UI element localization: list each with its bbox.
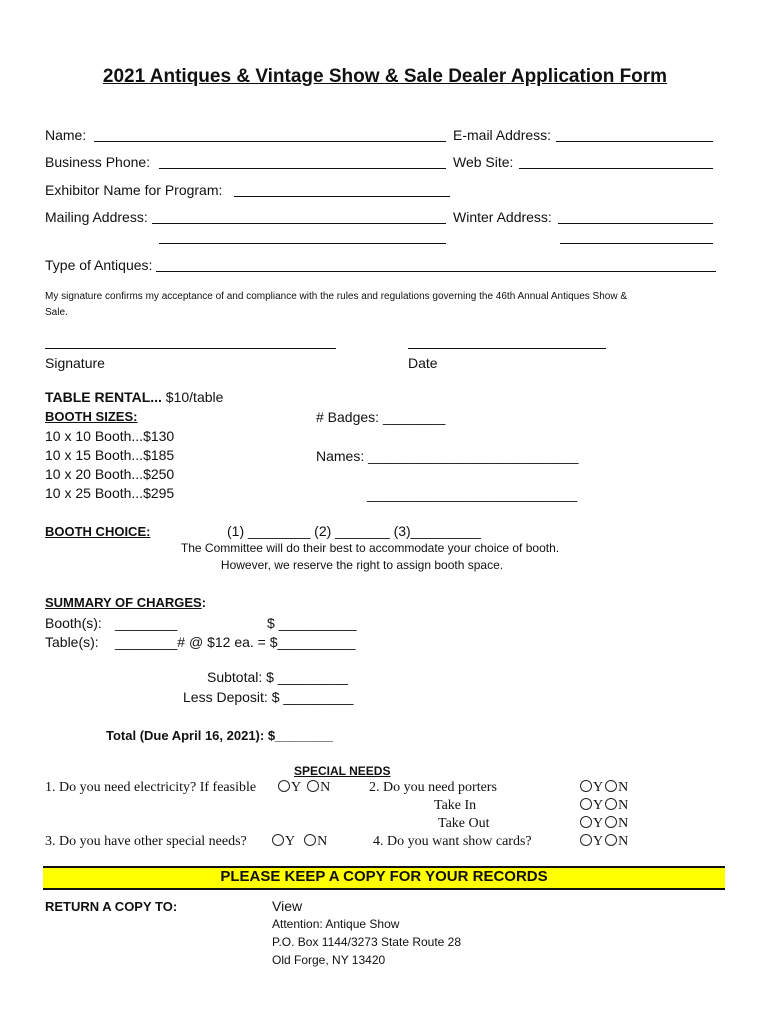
other-needs-yes-radio[interactable]: [272, 834, 284, 846]
website-field[interactable]: [519, 168, 713, 169]
show-cards-no-radio[interactable]: [605, 834, 617, 846]
take-in-yes-radio[interactable]: [580, 798, 592, 810]
booth-size-item: 10 x 20 Booth...$250: [45, 466, 175, 482]
take-in-no-radio[interactable]: [605, 798, 617, 810]
less-deposit-field[interactable]: Less Deposit: $ _________: [183, 689, 354, 705]
booth-choice-note: The Committee will do their best to accommodate your choice of booth.: [180, 541, 560, 555]
keep-copy-banner-text: PLEASE KEEP A COPY FOR YOUR RECORDS: [220, 868, 548, 885]
total-field[interactable]: Total (Due April 16, 2021): $________: [106, 728, 333, 743]
email-field[interactable]: [556, 141, 713, 142]
exhibitor-name-field[interactable]: [234, 196, 450, 197]
tables-amount-field[interactable]: ________# @ $12 ea. = $__________: [115, 634, 356, 650]
take-out-options[interactable]: [578, 816, 628, 832]
table-rental: [45, 389, 223, 405]
subtotal-field[interactable]: Subtotal: $ _________: [207, 669, 348, 685]
electricity-yes-radio[interactable]: [278, 780, 290, 792]
no-label: N: [618, 816, 629, 831]
porters-options[interactable]: [578, 780, 628, 796]
summary-of-charges-label: SUMMARY OF CHARGES: [45, 595, 202, 610]
no-label: N: [317, 834, 328, 849]
summary-of-charges-colon: :: [201, 595, 207, 610]
booth-choice-note-line2: However, we reserve the right to assign booth space.: [220, 558, 504, 572]
winter-address-field-line2[interactable]: [560, 243, 713, 244]
booths-label: Booth(s):: [45, 615, 102, 631]
summary-of-charges-heading: [45, 595, 206, 610]
date-field[interactable]: [408, 348, 606, 349]
winter-address-label: Winter Address:: [453, 209, 552, 225]
mailing-address-field[interactable]: [152, 223, 446, 224]
booth-choice-label: BOOTH CHOICE:: [45, 524, 151, 539]
mailing-address-field-line2[interactable]: [159, 243, 446, 244]
no-label: N: [618, 798, 629, 813]
no-label: N: [618, 834, 629, 849]
business-phone-field[interactable]: [159, 168, 446, 169]
winter-address-field[interactable]: [558, 223, 713, 224]
name-field[interactable]: [94, 141, 446, 142]
yes-label: Y: [593, 816, 604, 831]
yes-label: Y: [285, 834, 295, 849]
take-in-options[interactable]: [578, 798, 628, 814]
email-label: E-mail Address:: [453, 127, 552, 143]
mailing-address-label: Mailing Address:: [45, 209, 148, 225]
other-needs-no-radio[interactable]: [304, 834, 316, 846]
signature-field[interactable]: [45, 348, 336, 349]
no-label: N: [320, 780, 331, 795]
take-out-label: Take Out: [438, 816, 490, 831]
booth-choice-fields[interactable]: (1) ________ (2) _______ (3)_________: [227, 523, 481, 539]
porters-yes-radio[interactable]: [580, 780, 592, 792]
show-cards-options[interactable]: [578, 834, 628, 850]
page-title: 2021 Antiques & Vintage Show & Sale Dealer Application Form: [102, 66, 668, 87]
booth-sizes-label: BOOTH SIZES:: [45, 409, 138, 424]
electricity-options[interactable]: [276, 780, 330, 796]
website-label: Web Site:: [453, 154, 514, 170]
badges-field[interactable]: # Badges: ________: [316, 409, 446, 425]
table-rental-price: $10/table: [161, 389, 224, 405]
names-field-line2[interactable]: ___________________________: [367, 486, 578, 502]
show-cards-question: 4. Do you want show cards?: [373, 834, 532, 849]
yes-label: Y: [291, 780, 301, 795]
porters-no-radio[interactable]: [605, 780, 617, 792]
other-needs-options[interactable]: [270, 834, 327, 850]
name-label: Name:: [45, 127, 87, 143]
show-cards-yes-radio[interactable]: [580, 834, 592, 846]
booth-size-item: 10 x 10 Booth...$130: [45, 428, 175, 444]
names-field[interactable]: Names: ___________________________: [316, 448, 579, 464]
agreement-text-line2: Sale.: [45, 307, 68, 318]
date-label: Date: [408, 355, 438, 371]
signature-label: Signature: [45, 355, 105, 371]
table-rental-label: TABLE RENTAL...: [45, 389, 162, 405]
no-label: N: [618, 780, 629, 795]
tables-label: Table(s):: [45, 634, 99, 650]
take-out-yes-radio[interactable]: [580, 816, 592, 828]
booth-size-item: 10 x 25 Booth...$295: [45, 485, 175, 501]
take-out-no-radio[interactable]: [605, 816, 617, 828]
electricity-question: 1. Do you need electricity? If feasible: [45, 780, 257, 795]
business-phone-label: Business Phone:: [45, 154, 151, 170]
type-of-antiques-field[interactable]: [156, 271, 716, 272]
address-line: P.O. Box 1144/3273 State Route 28: [272, 935, 462, 949]
electricity-no-radio[interactable]: [307, 780, 319, 792]
exhibitor-name-label: Exhibitor Name for Program:: [45, 182, 223, 198]
type-of-antiques-label: Type of Antiques:: [45, 257, 153, 273]
agreement-text: My signature confirms my acceptance of and compliance with the rules and regulations governing the 46th Annual Antiques Show &: [45, 291, 628, 302]
take-in-label: Take In: [434, 798, 477, 813]
address-line: Attention: Antique Show: [272, 917, 400, 931]
address-line: Old Forge, NY 13420: [272, 953, 386, 967]
booths-amount-field[interactable]: $ __________: [267, 615, 357, 631]
other-needs-question: 3. Do you have other special needs?: [45, 834, 247, 849]
porters-question: 2. Do you need porters: [369, 780, 497, 795]
view-link[interactable]: View: [272, 898, 303, 914]
booth-size-item: 10 x 15 Booth...$185: [45, 447, 175, 463]
return-copy-label: RETURN A COPY TO:: [45, 899, 178, 914]
yes-label: Y: [593, 798, 604, 813]
yes-label: Y: [593, 834, 604, 849]
yes-label: Y: [593, 780, 604, 795]
special-needs-heading: SPECIAL NEEDS: [294, 764, 391, 778]
booths-quantity-field[interactable]: ________: [115, 615, 178, 631]
